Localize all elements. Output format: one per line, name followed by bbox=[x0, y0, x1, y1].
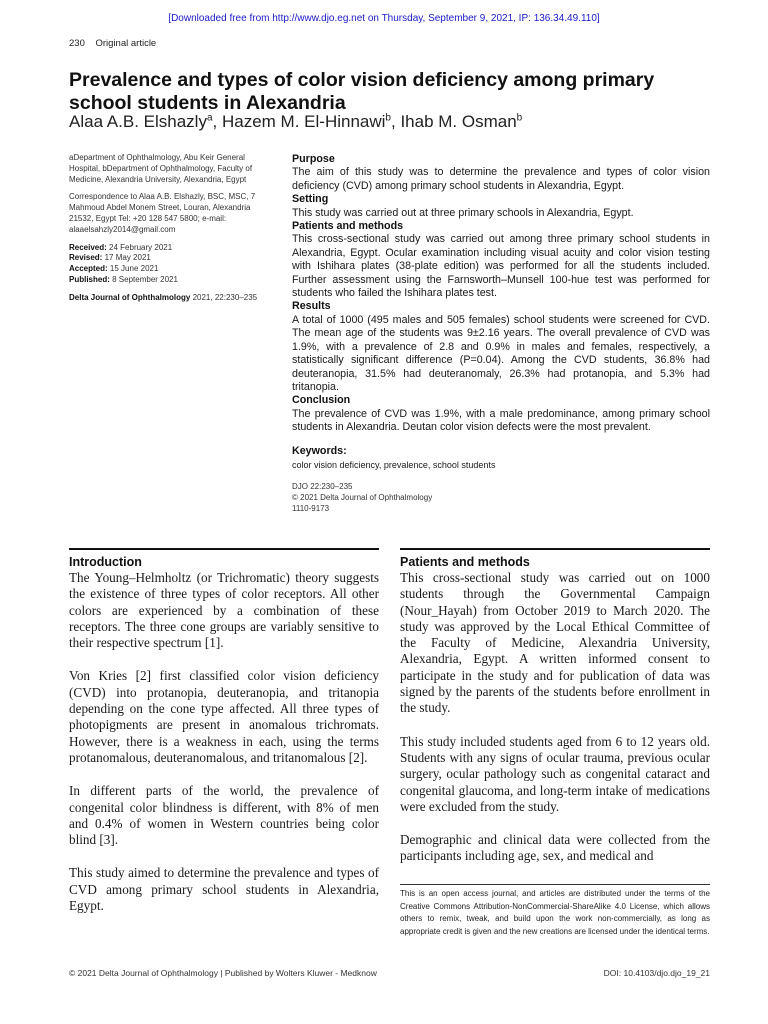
paragraph: This cross-sectional study was carried out on 1000 students through the Governmental Campaign (Nour_Hayah) from October 2019 to March 2020. The study was approved by the Local Ethical Committee of the Faculty of Medicine, Alexandria University, Alexandria, Egypt. A written informed consent to participate in the study and for publication of data was signed by the parents of the students before enrollment in the study. bbox=[400, 570, 710, 716]
date-published: Published: 8 September 2021 bbox=[69, 274, 178, 284]
abstract-conclusion-heading: Conclusion bbox=[292, 394, 351, 407]
section-rule bbox=[400, 548, 710, 550]
abstract-results: A total of 1000 (495 males and 505 females) school students were screened for CVD. The mean age of the students was 9±2.16 years. The overall prevalence of CVD was 1.9%, with a prevalence of 2.8 and 0.9% in males and females, respectively, a statistically significant difference (P=0.04). Among the CVD students, 36.8% had deuteranopia, 31.5% had deuteranomaly, 26.3% had protanopia, and 5.3% had tritanopia. bbox=[292, 313, 710, 393]
section-rule bbox=[69, 548, 379, 550]
correspondence: Correspondence to Alaa A.B. Elshazly, BSC, MSC, 7 Mahmoud Abdel Monem Street, Louran, Alexandria 21532, Egypt Tel: +20 128 547 5800; e-mail: alaaelsahzly2014@gmail.com bbox=[69, 192, 256, 234]
running-head bbox=[69, 38, 156, 49]
journal-meta bbox=[292, 481, 710, 514]
introduction-section bbox=[69, 548, 379, 931]
author-name: Hazem M. El-Hinnawi bbox=[221, 112, 386, 131]
date-revised: Revised: 17 May 2021 bbox=[69, 253, 151, 263]
footer-copyright: © 2021 Delta Journal of Ophthalmology | Published by Wolters Kluwer - Medknow bbox=[69, 968, 377, 978]
author-name: Alaa A.B. Elshazly bbox=[69, 112, 207, 131]
abstract-setting-heading: Setting bbox=[292, 193, 329, 206]
abstract-methods-heading: Patients and methods bbox=[292, 220, 404, 233]
introduction-heading: Introduction bbox=[69, 555, 142, 569]
paragraph: This study aimed to determine the prevalence and types of CVD among primary school students in Alexandria, Egypt. bbox=[69, 865, 379, 914]
journal-citation: Delta Journal of Ophthalmology 2021, 22:230–235 bbox=[69, 292, 258, 302]
introduction-body bbox=[69, 570, 379, 914]
abstract-setting: This study was carried out at three primary schools in Alexandria, Egypt. bbox=[292, 206, 634, 219]
journal-meta-line: 1110-9173 bbox=[292, 504, 330, 514]
abstract-conclusion: The prevalence of CVD was 1.9%, with a male predominance, among primary school students in Alexandria. Deutan color vision defects were the most prevalent. bbox=[292, 407, 710, 434]
author-affiliation-mark: a bbox=[206, 112, 213, 124]
abstract bbox=[292, 153, 710, 514]
affiliations: aDepartment of Ophthalmology, Abu Keir General Hospital, bDepartment of Ophthalmology, Faculty of Medicine, Alexandria University, Alexandria, Egypt bbox=[69, 153, 253, 184]
date-accepted: Accepted: 15 June 2021 bbox=[69, 264, 159, 274]
abstract-methods: This cross-sectional study was carried out among three primary school students in Alexandria, Egypt. Ocular examination including visual acuity and color vision testing with Ishihara plates (38-plate edition) was performed for all the students included. Further assessment using the Farnsworth–Munsell 100-hue test was performed for students who failed the Ishihara plates test. bbox=[292, 233, 710, 300]
patients-methods-section bbox=[400, 548, 710, 882]
keywords-heading: Keywords: bbox=[292, 444, 347, 457]
journal-meta-line: © 2021 Delta Journal of Ophthalmology bbox=[292, 493, 433, 503]
paragraph: Von Kries [2] first classified color vision deficiency (CVD) into protanopia, deuteranopia, and tritanopia depending on the cone type affected. All three types of photopigments are present in anomalous trichromats. However, there is a weakness in each, using the terms protanomalous, deuteranomalous, and tritanomalous [2]. bbox=[69, 668, 379, 765]
abstract-purpose-heading: Purpose bbox=[292, 153, 335, 165]
author-affiliation-mark: b bbox=[385, 112, 391, 124]
paragraph: Demographic and clinical data were collected from the participants including age, sex, and medical and bbox=[400, 832, 710, 864]
date-received: Received: 24 February 2021 bbox=[69, 242, 173, 252]
abstract-purpose: The aim of this study was to determine the prevalence and types of color vision deficiency (CVD) among primary school students in Alexandria, Egypt. bbox=[292, 166, 710, 192]
abstract-results-heading: Results bbox=[292, 300, 331, 313]
footer-doi[interactable]: DOI: 10.4103/djo.djo_19_21 bbox=[603, 968, 710, 978]
patients-methods-body bbox=[400, 570, 710, 865]
keywords: color vision deficiency, prevalence, school students bbox=[292, 459, 496, 470]
patients-methods-heading: Patients and methods bbox=[400, 555, 530, 569]
download-banner[interactable]: [Downloaded free from http://www.djo.eg.net on Thursday, September 9, 2021, IP: 136.34.49.110] bbox=[168, 13, 600, 24]
paragraph: The Young–Helmholtz (or Trichromatic) theory suggests the existence of three types of color receptors. All other colors are experienced by a combination of these receptors. The three cone groups are variably sensitive to their respective spectrum [1]. bbox=[69, 570, 379, 651]
license-note: This is an open access journal, and articles are distributed under the terms of the Creative Commons Attribution-NonCommercial-ShareAlike 4.0 License, which allows others to remix, tweak, and build upon the work non-commercially, as long as appropriate credit is given and the new creations are licensed under the identical terms. bbox=[400, 884, 710, 939]
article-title: Prevalence and types of color vision deficiency among primary school students in Alexandria bbox=[69, 69, 655, 114]
article-info-sidebar bbox=[69, 153, 269, 311]
paragraph: This study included students aged from 6 to 12 years old. Students with any signs of ocular trauma, previous ocular surgery, ocular pathology such as congenital cataract and congenital glaucoma, and long-term intake of medications were excluded from the study. bbox=[400, 733, 710, 814]
paragraph: In different parts of the world, the prevalence of congenital color blindness is different, with 8% of men and 0.4% of women in Western countries being color blind [3]. bbox=[69, 783, 379, 848]
section-label: Original article bbox=[95, 38, 157, 49]
journal-meta-line: DJO 22:230–235 bbox=[292, 482, 353, 492]
page-number: 230 bbox=[69, 38, 85, 49]
author-affiliation-mark: b bbox=[516, 112, 523, 124]
author-name: Ihab M. Osman bbox=[400, 112, 517, 131]
article-dates bbox=[69, 243, 269, 286]
author-list: Alaa A.B. Elshazly$^a$, Hazem M. El-Hinnawi$^b$, Ihab M. Osman$^b$ bbox=[69, 112, 523, 131]
